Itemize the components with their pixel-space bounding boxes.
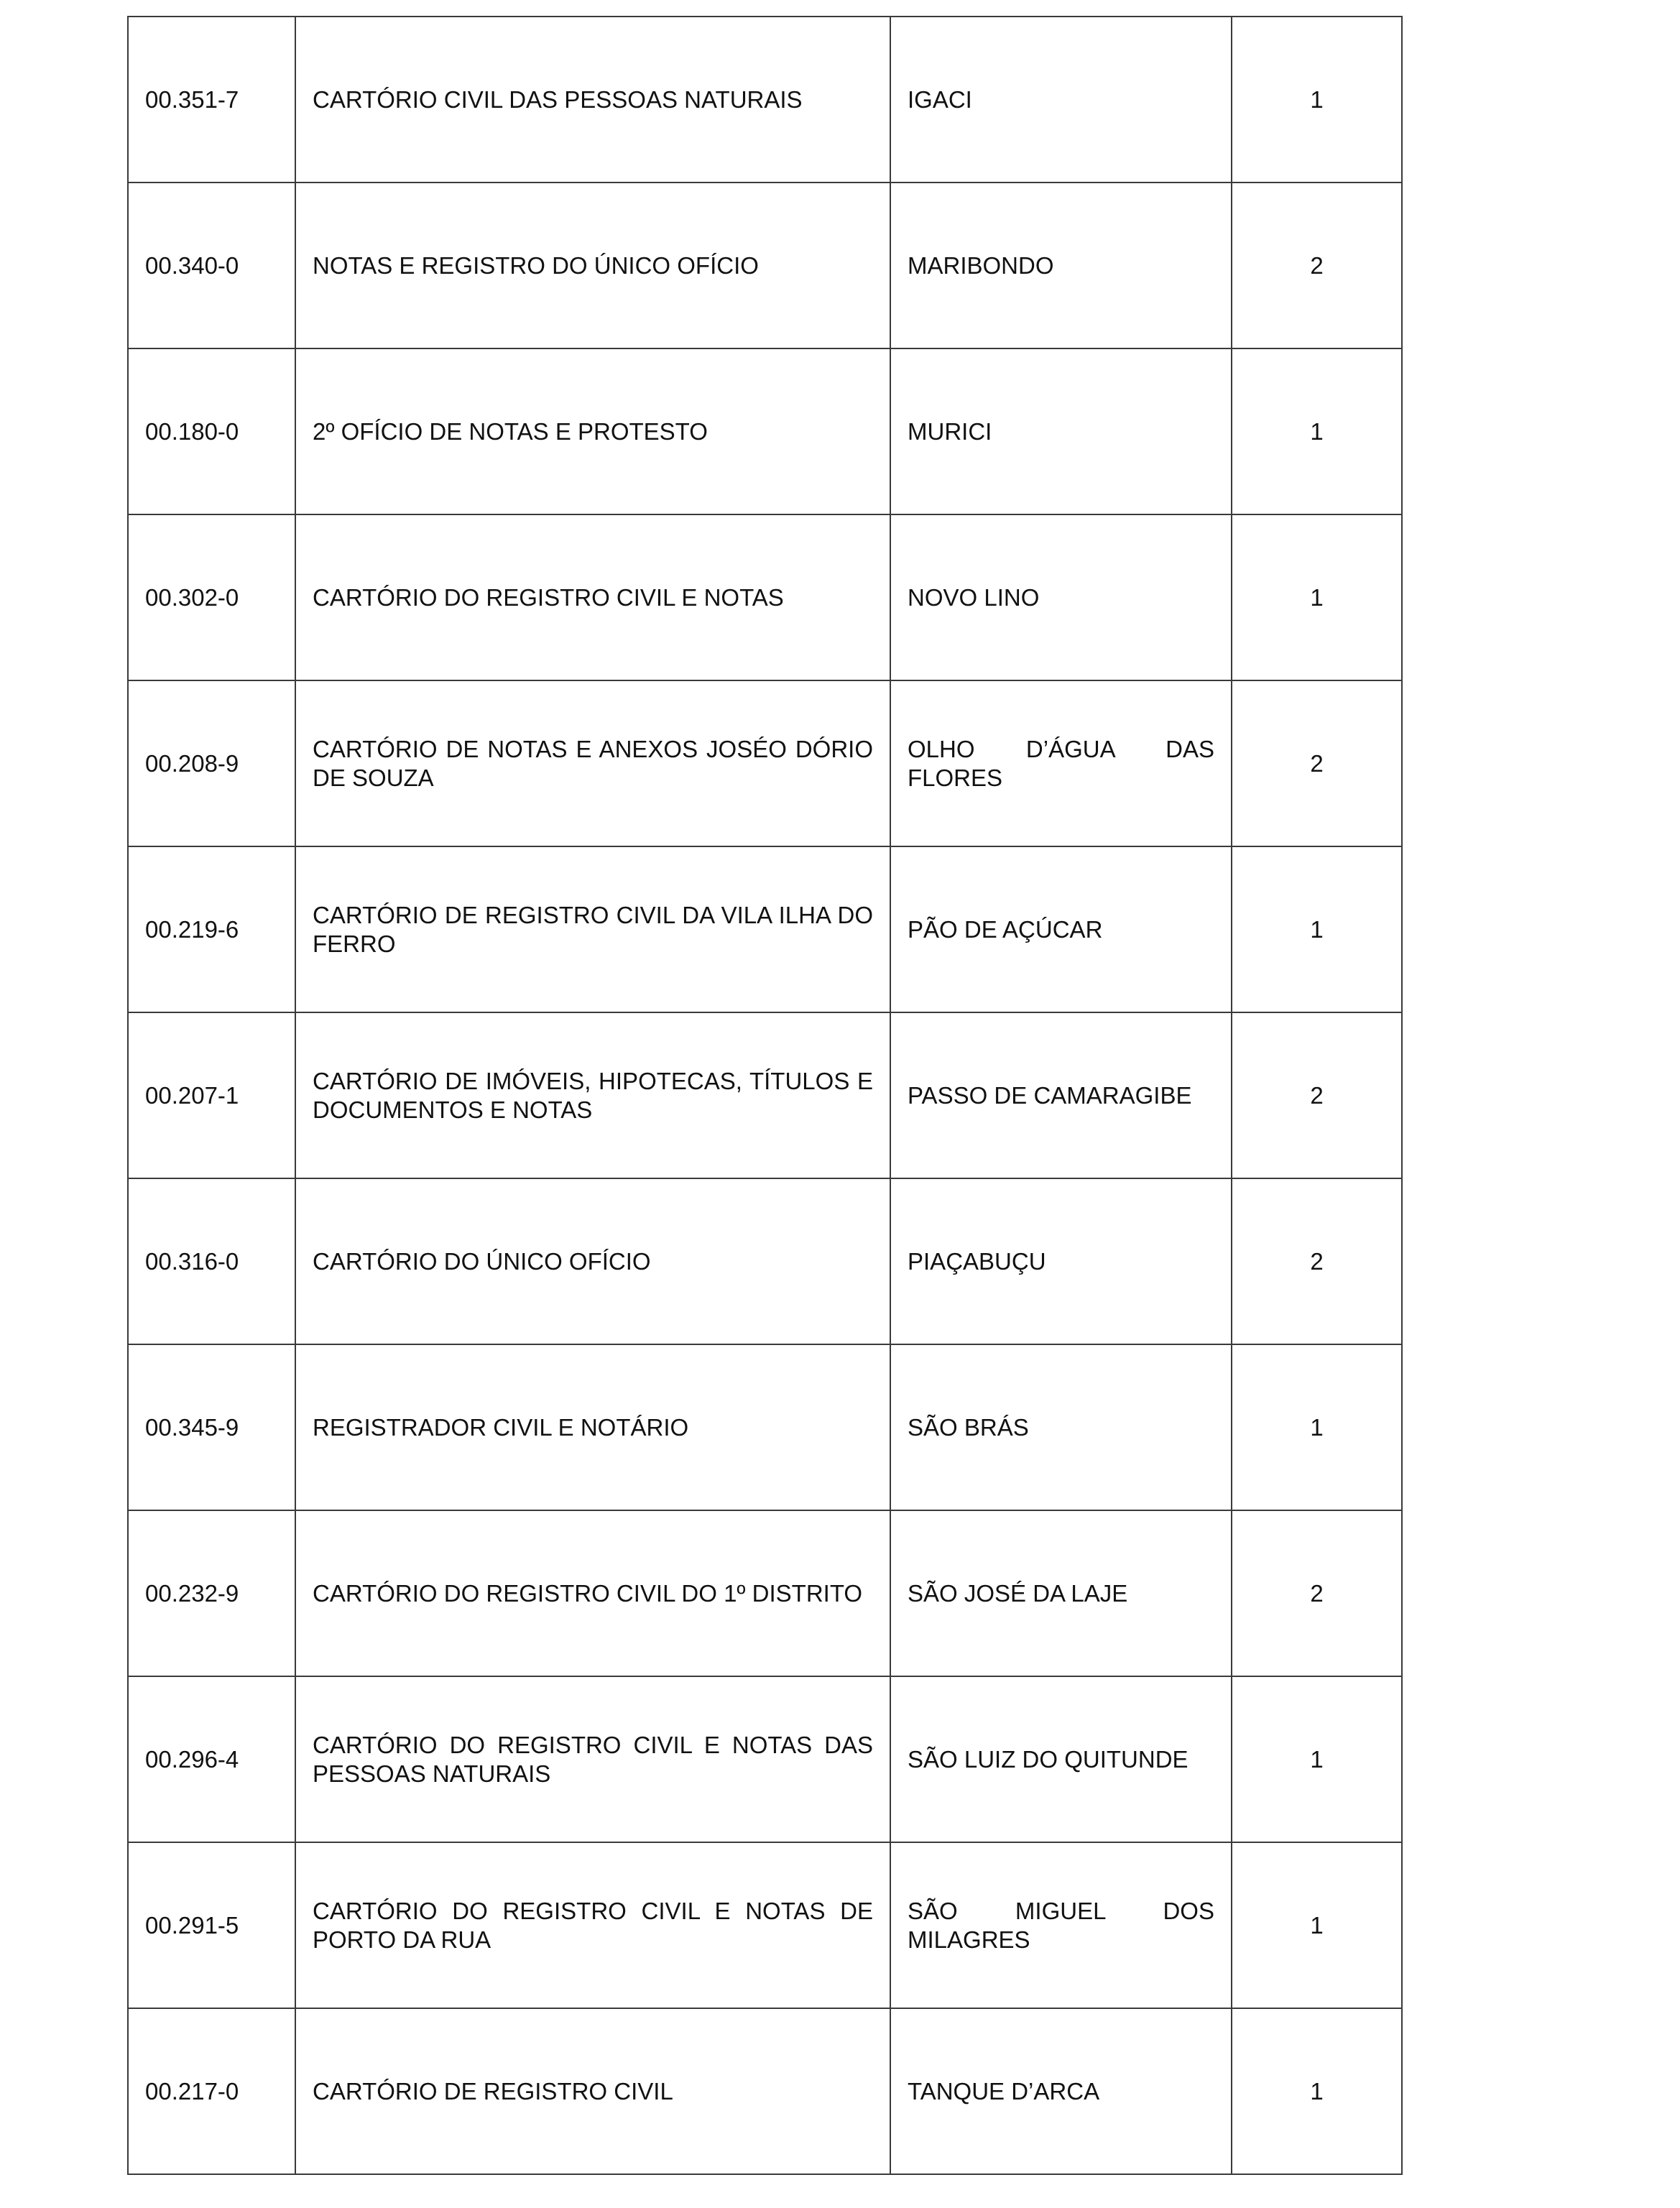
row-office-name: CARTÓRIO DE IMÓVEIS, HIPOTECAS, TÍTULOS E DOCUMENTOS E NOTAS [295, 1012, 890, 1178]
row-code: 00.302-0 [128, 514, 295, 680]
row-code: 00.316-0 [128, 1178, 295, 1344]
table-row [128, 17, 1402, 183]
row-city: IGACI [890, 17, 1232, 183]
row-code: 00.351-7 [128, 17, 295, 183]
row-city: TANQUE D’ARCA [890, 2008, 1232, 2174]
table-row [128, 1842, 1402, 2008]
row-code: 00.345-9 [128, 1344, 295, 1510]
row-code: 00.232-9 [128, 1510, 295, 1676]
row-office-name: CARTÓRIO DE NOTAS E ANEXOS JOSÉO DÓRIO DE SOUZA [295, 680, 890, 846]
row-count: 2 [1232, 1012, 1402, 1178]
row-count: 1 [1232, 1676, 1402, 1842]
row-office-name: CARTÓRIO DO REGISTRO CIVIL E NOTAS DAS PESSOAS NATURAIS [295, 1676, 890, 1842]
registry-table-body [128, 17, 1402, 2174]
row-count: 1 [1232, 17, 1402, 183]
row-count: 1 [1232, 846, 1402, 1012]
row-code: 00.217-0 [128, 2008, 295, 2174]
table-row [128, 1510, 1402, 1676]
row-count: 2 [1232, 680, 1402, 846]
table-row [128, 1178, 1402, 1344]
row-city: PIAÇABUÇU [890, 1178, 1232, 1344]
row-city: PÃO DE AÇÚCAR [890, 846, 1232, 1012]
row-city: MURICI [890, 348, 1232, 514]
row-code: 00.207-1 [128, 1012, 295, 1178]
table-row [128, 680, 1402, 846]
row-city: SÃO JOSÉ DA LAJE [890, 1510, 1232, 1676]
row-office-name: CARTÓRIO DO ÚNICO OFÍCIO [295, 1178, 890, 1344]
row-city: SÃO LUIZ DO QUITUNDE [890, 1676, 1232, 1842]
table-row [128, 1676, 1402, 1842]
row-code: 00.180-0 [128, 348, 295, 514]
row-code: 00.340-0 [128, 183, 295, 348]
row-city: PASSO DE CAMARAGIBE [890, 1012, 1232, 1178]
row-city: SÃO MIGUEL DOS MILAGRES [890, 1842, 1232, 2008]
registry-table [127, 16, 1403, 2175]
row-office-name: CARTÓRIO DE REGISTRO CIVIL DA VILA ILHA DO FERRO [295, 846, 890, 1012]
row-office-name: NOTAS E REGISTRO DO ÚNICO OFÍCIO [295, 183, 890, 348]
row-count: 1 [1232, 1842, 1402, 2008]
table-row [128, 2008, 1402, 2174]
row-office-name: 2º OFÍCIO DE NOTAS E PROTESTO [295, 348, 890, 514]
row-count: 2 [1232, 1178, 1402, 1344]
table-row [128, 514, 1402, 680]
row-count: 1 [1232, 348, 1402, 514]
row-code: 00.296-4 [128, 1676, 295, 1842]
row-office-name: CARTÓRIO DE REGISTRO CIVIL [295, 2008, 890, 2174]
row-office-name: CARTÓRIO DO REGISTRO CIVIL DO 1º DISTRITO [295, 1510, 890, 1676]
row-city: MARIBONDO [890, 183, 1232, 348]
row-code: 00.291-5 [128, 1842, 295, 2008]
row-code: 00.219-6 [128, 846, 295, 1012]
row-city: OLHO D’ÁGUA DAS FLORES [890, 680, 1232, 846]
row-count: 2 [1232, 1510, 1402, 1676]
table-row [128, 1012, 1402, 1178]
row-count: 2 [1232, 183, 1402, 348]
row-office-name: CARTÓRIO DO REGISTRO CIVIL E NOTAS DE PORTO DA RUA [295, 1842, 890, 2008]
row-office-name: CARTÓRIO DO REGISTRO CIVIL E NOTAS [295, 514, 890, 680]
table-row [128, 1344, 1402, 1510]
row-city: SÃO BRÁS [890, 1344, 1232, 1510]
row-count: 1 [1232, 1344, 1402, 1510]
row-office-name: REGISTRADOR CIVIL E NOTÁRIO [295, 1344, 890, 1510]
table-row [128, 348, 1402, 514]
row-city: NOVO LINO [890, 514, 1232, 680]
row-code: 00.208-9 [128, 680, 295, 846]
table-row [128, 846, 1402, 1012]
table-row [128, 183, 1402, 348]
row-count: 1 [1232, 514, 1402, 680]
row-count: 1 [1232, 2008, 1402, 2174]
row-office-name: CARTÓRIO CIVIL DAS PESSOAS NATURAIS [295, 17, 890, 183]
